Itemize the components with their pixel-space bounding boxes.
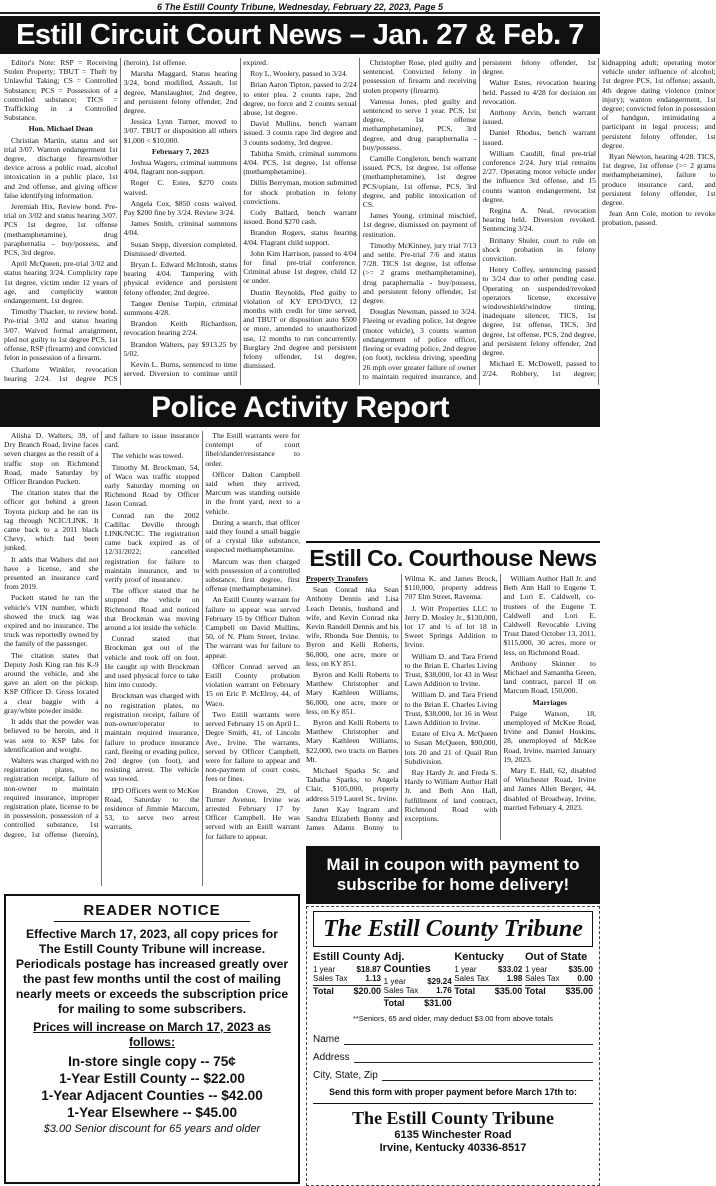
rate-table (313, 951, 593, 1008)
paragraph: Joshua Wagers, criminal summons 4/04, flagrant non-support. (123, 158, 238, 177)
paragraph: Officer Dalton Campbell said when they arrived, Marcum was standing outside in the front yard, next to a vehicle. (205, 469, 300, 516)
paragraph: Walters was charged with no registration plates, no registration receipt, failure of non-owner to maintain required insurance, improper registration plate, license to be in possession, possession of a controlled substance, 1st degree, 1st offense (heroin), and failure to issue insurance card. (4, 431, 200, 839)
subheading: Marriages (532, 697, 567, 707)
paragraph: Janet Kay Ingram and Sandra Elizabeth Bonny and James Adams Bonny to Wilma K. and James Brock, $110,000, property address 707 Elm Street, Ravenna. (306, 574, 498, 833)
subheading: Hon. Michael Dean (28, 124, 93, 134)
year-label: 1 year (313, 965, 336, 974)
paragraph: Regina A. Neal, revocation hearing held. Diversion revoked. Sentencing 3/24. (482, 206, 596, 234)
tax-label: Sales Tax (454, 974, 489, 983)
police-report-article (4, 431, 300, 886)
paragraph: Estate of Elva A. McQueen to Susan McQueen, $90,000, lots 20 and 21 of Quail Run Subdivision. (404, 729, 498, 766)
total-value: $35.00 (565, 986, 593, 996)
city-field[interactable] (313, 1063, 593, 1081)
address-label: Address (313, 1052, 350, 1063)
paragraph: Susan Stepp, diversion completed. Dismissed/ diverted. (123, 239, 238, 258)
paragraph: Dustin Reynolds, Pled guilty to violation of KY EPO/DVO, 12 months with credit for time served, and TBUT or disposition auto $500 or more, amended to unauthorized use, 12 months to run concurrently. Burglary 2nd degree and persistent felony offender, 1st degree, dismissed. (243, 287, 357, 371)
reader-notice-title: READER NOTICE (54, 902, 250, 922)
paragraph: Timothy M. Brockman, 54, of Waco was traffic stopped early Saturday morning on Richmond Road by Officer Jason Conrad. (104, 462, 200, 509)
paragraph: Officer Conrad served an Estill County probation violation warrant on February 15 on Eric P. McElroy, 44, of Waco. (205, 661, 300, 708)
paragraph: Ray Hardy Jr. and Freda S. Hardy to William Author Hall Jr. and Beth Ann Hall, fulfillment of land contract, Richmond Road with exceptions. (404, 768, 498, 824)
paragraph: Brittany Shuler, court to rule on shock probation in felony conviction. (482, 235, 596, 264)
total-value: $35.00 (494, 986, 523, 996)
reader-notice-body: Effective March 17, 2023, all copy prices for The Estill County Tribune will increase. Periodicals postage has increased greatly over the past few months until the cost of mailing nearly meets or exceeds the subscription price for mailing to some subscribers. (15, 927, 289, 1016)
paragraph: Michael E. McDowell, passed to 2/24. Robbery, 1st degree; kidnapping adult; operating motor vehicle under influence of alcohol; 1st degree PCS, 1st offense; assault, 4th degree dating violence (minor injury); wanton endangerment, 1st degree; convicted felon in possession of handgun, intimidating a participant in legal process; and persistent felony offender, 1st degree. (482, 58, 716, 378)
tax-label: Sales Tax (524, 974, 560, 983)
paragraph: William D. and Tara Friend to the Brian E. Charles Living Trust, $38,000, lot 43 in West Lawn Addition to Irvine. (404, 651, 498, 689)
year-price: $18.87 (356, 965, 381, 974)
paragraph: Puckett stated he ran the vehicle's VIN number, which showed the truck tag was expired and no insurance. The truck was reportedly owned by the family of the passenger. (4, 593, 99, 649)
subscribe-banner: Mail in coupon with payment to subscribe for home delivery! (306, 846, 600, 904)
paragraph: Angela Cox, $850 costs waived. Pay $200 fine by 3/24. Review 3/24. (123, 198, 238, 218)
paragraph: Michael Sparks Sr. and Tabatha Sparks, to Angela Clair, $105,000, property address 519 Laurel St., Irvine. (306, 766, 399, 803)
paragraph: Timothy McKinney, jury trial 7/13 and settle. Pre-trial 7/6 and status 7/28. TICS 1st degree, 1st offense (>= 2 grams methamphetamine), drug paraphernalia - buy/possess, and persistent felony offender, 1st degree. (362, 240, 477, 306)
send-instructions: Send this form with proper payment before March 17th to: (328, 1087, 578, 1097)
paragraph: Ryan Newton, hearing 4/28. TICS, 1st degree, 1st offense (>= 2 grams methamphetamine), failure to produce insurance card, and persistent felony offender, 1st degree. (601, 152, 716, 208)
paragraph: Jean Ann Cole, motion to revoke probation, passed. (601, 209, 716, 228)
name-line[interactable] (344, 1033, 593, 1045)
paragraph: Vanessa Jones, pled guilty and sentenced to serve 1 year. PCS, 1st degree, 1st offense methamphetamine), PCS, 3rd degree, and drug paraphernalia - buy/possess. (362, 96, 477, 152)
paragraph: Alisha D. Walters, 39, of Dry Branch Road, Irvine faces seven charges as the result of a traffic stop on Richmond Road, made Saturday by Officer Brandon Puckett. (4, 431, 99, 487)
paragraph: Conrad ran the 2002 Cadillac Deville through LINK/NCIC. The registration came back expired as of 12/31/2022; cancelled registration for failure to maintain insurance, and to verify proof of insurance. (104, 510, 200, 585)
paragraph: Timothy Thacker, to review bond. Pre-trial 3/02 and status hearing 3/07. Waived formal arraignment, pled not guilty to 1st degree PCS, 1st offense, RSP (firearm) and convicted felon in possession of a firearm. (4, 307, 118, 363)
mailing-address (313, 1103, 593, 1155)
paragraph: Brian Aaron Tipton, passed to 2/24 to enter plea. 2 counts rape, 2nd degree, no force and 2 counts sexual abuse, 1st degree. (243, 80, 357, 118)
rate-adjacent (384, 951, 452, 1008)
paragraph: Camille Congleton, bench warrant issued. PCS, 1st degree, 1st offense (methamphetamine), 1st degree PCS/opiate, 1st offense, PCS, 3rd degree, and public intoxication of CS. (362, 154, 477, 210)
paragraph: David Mullins, bench warrant issued. 3 counts rape 3rd degree and 3 counts sodomy, 3rd degree. (243, 119, 357, 147)
paragraph: April McQueen, pre-trial 3/02 and status hearing 3/24. Complicity rape 1st degree, victim under 12 years of age, and complicity wanton endangerment, 1st degree. (4, 259, 118, 306)
paragraph: IPD Officers went to McKee Road, Saturday to the residence of Jimmie Marcum, 53, to serve two arrest warrants. (104, 785, 200, 832)
price-elsewhere: 1-Year Elsewhere -- $45.00 (66, 1105, 238, 1120)
paragraph: Jeremiah Hix, Review bond. Pre-trial on 3/02 and status hearing 3/07. PCS 1st degree, 1st offense (methamphetamine), drug paraphernalia - buy/possess, and PCS, 3rd degree. (4, 202, 118, 258)
paragraph: William Author Hall Jr. and Beth Ann Hall to Eugene T. and Lori E. Caldwell, co-trustees of the Eugene T. Caldwell and Lori E. Caldwell Revocable Living Trust Dated October 13, 2011, $115,000, 30 acres, more or less, on Richmond Road. (503, 574, 596, 657)
paragraph: It adds that Walters did not have a license, and she presented an insurance card from 2019. (4, 554, 99, 592)
total-label: Total (454, 986, 476, 996)
rate-estill (313, 951, 381, 1008)
tax-value: 1.76 (436, 986, 452, 995)
paragraph: J. Witt Properties LLC to Jerry D. Mosley Jr., $130,000, lot 17 and ½ of lot 18 in Sweet Springs Addition to Irvine. (404, 603, 498, 650)
paragraph: Anthony Skinner to Michael and Samantha Green, land contract, parcel II on Marcum Road, 150,000. (503, 658, 596, 696)
paragraph: During a search, that officer said they found a small baggie of a crystal like substance, suspected methamphetamine. (205, 517, 300, 555)
senior-discount: $3.00 Senior discount for 65 years and older (43, 1123, 261, 1135)
name-label: Name (313, 1034, 340, 1045)
total-label: Total (524, 986, 546, 996)
paragraph: James Young, criminal mischief, 1st degree, dismissed on payment of restitution. (362, 211, 477, 239)
year-price: $35.00 (568, 965, 593, 974)
tax-value: 1.98 (506, 974, 523, 983)
paragraph: Roy L. Woolery, passed to 3/24. (250, 69, 348, 79)
paragraph: Paige Watson, 18, unemployed of McKee Road, Irvine and Daniel Hoskins, 28, unemployed of McKee Road, Irvine, married January 19, 2023. (503, 708, 596, 764)
paragraph: The vehicle was towed. (111, 451, 184, 461)
reader-notice-box (4, 894, 300, 1184)
paragraph: Brandon Walters, pay $913.25 by 5/02. (123, 339, 238, 358)
police-report-banner: Police Activity Report (0, 389, 600, 427)
address-line-1: 6135 Winchester Road (394, 1129, 512, 1141)
address-line-2: Irvine, Kentucky 40336-8517 (379, 1142, 527, 1154)
paragraph: Tabitha Smith, criminal summons 4/04. PCS, 1st degree, 1st offense (methamphetamine). (243, 148, 357, 177)
paragraph: William D. and Tara Friend to the Brian E. Charles Living Trust, $38,000, lot 16 in West Lawn Addition to Irvine. (404, 690, 498, 728)
address-name: The Estill County Tribune (352, 1108, 554, 1128)
paragraph: Byron and Kelli Roberts to Matthew Christopher and Mary Kathleen Williams, $22,000, two tracts on Barnes Mt. (306, 718, 399, 764)
tax-value: 0.00 (577, 974, 593, 983)
courthouse-news-banner: Estill Co. Courthouse News (306, 541, 600, 571)
year-price: $33.02 (497, 965, 523, 974)
paragraph: John Kim Harrison, passed to 4/04 for final pre-trial conference. Criminal abuse 1st degree, child 12 or under. (243, 248, 357, 286)
total-label: Total (383, 998, 405, 1008)
court-news-banner: Estill Circuit Court News – Jan. 27 & Feb. 7 (0, 16, 600, 54)
paragraph: Christopher Rose, pled guilty and sentenced. Convicted felony in possession of firearm and receiving stolen property (firearm). (362, 58, 477, 95)
paragraph: The citation states that Deputy Josh King ran his K-9 around the vehicle, and she gave an alert on the pickup. KSP Officer D. Gross located a clear baggie with a gray/white powder inside. (4, 650, 99, 715)
paragraph: Mary E. Hall, 62, disabled of Winchester Road, Irvine and James Allen Berger, 44, disabled of Broadway, Irvine, married February 4, 2023. (503, 766, 596, 812)
paragraph: Marcum was then charged with possession of a controlled substance, first degree, first offense (methamphetamine). (205, 556, 300, 594)
paragraph: Dillis Berryman, motion submitted for shock probation in felony convictions. (243, 178, 357, 206)
paragraph: Charlotte Winkler, revocation hearing 2/24. 1st degree PCS (heroin), 1st offense. (4, 58, 187, 383)
paragraph: Brandon Crowe, 29, of Turner Avenue, Irvine was arrested February 17 by Officer Campbell. He was served with an Estill warrant for failure to appear. (205, 785, 300, 841)
price-single-copy: In-store single copy -- 75¢ (68, 1054, 236, 1069)
paragraph: Christian Martin, status and set trial 3/07. Wanton endangerment 1st degree, discharge firearm/other device across a public road, alcohol intoxication in a public place, 1st and 2nd offense, and giving officer false identifying information. (4, 135, 118, 200)
paragraph: Anthony Arvin, bench warrant issued. (482, 108, 596, 127)
paragraph: Conrad stated that Brockman got out of the vehicle and took off on foot. He caught up with Brockman and used physical force to take him into custody. (104, 634, 200, 690)
paragraph: Henry Coffey, sentencing passed to 3/24 due to other pending case. Operating on suspended/revoked operators license, excessive windowshield/window tinting, inadequate silencer, TICS, 1st degree, 1st offense, TICS, 3rd degree, 1st offense, PCS, 2nd degree, and persistent felony offender, 2nd degree. (482, 265, 596, 358)
paragraph: Daniel Rhodus, bench warrant issued. (482, 128, 596, 147)
paragraph: Byron and Kelli Roberts to Matthew Christopher and Mary Kathleen Williams, $6,000, one acre, more or less, on Ky 851. (306, 670, 399, 716)
total-label: Total (313, 986, 334, 996)
paragraph: The officer stated that he stopped the vehicle on Richmond Road and noticed that Brockman was moving around a lot inside the vehicle. (104, 586, 200, 633)
paragraph: Property Transfers (306, 574, 368, 583)
paragraph: Walter Estes, revocation hearing held. Passed to 4/28 for decision on revocation. (482, 78, 596, 106)
total-value: $31.00 (424, 998, 452, 1008)
paragraph: The Estill warrants were for contempt of court libel/slander/resistance to order. (205, 431, 300, 468)
address-field[interactable] (313, 1045, 593, 1063)
paragraph: James Smith, criminal summons 4/04. (123, 219, 238, 238)
paragraph: Brockman was charged with no registration plates, no registration receipt, failure of non-owner/operator to maintain required insurance, failure to produce insurance card, fleeing or evading police, 2nd degree (on foot), and resisting arrest. The vehicle was towed. (104, 691, 200, 784)
paragraph: Sean Conrad nka Sean Anthony Dennis and Lisa Leach Dennis, husband and wife, and Kevin Conrad nka Kevin Randell Dennis and his wife, Rhonda Sue Dennis, to Byron and Kelli Roberts, $6,000, one acre, more or less, on KY 851. (306, 585, 399, 668)
tax-label: Sales Tax (383, 986, 419, 995)
paragraph: Editor's Note: RSP = Receiving Stolen Property; TBUT = Theft by Unlawful Taking; CS = Controlled Substance; PCS = Possession of a controlled substance; TICS = Trafficking in a Controlled Substance. (4, 58, 118, 123)
paragraph: Jessica Lynn Turner, moved to 3/07. TBUT or disposition all others $1,000 < $10,000. (123, 117, 238, 145)
year-label: 1 year (383, 977, 406, 986)
price-estill: 1-Year Estill County -- $22.00 (59, 1071, 245, 1086)
subscription-coupon[interactable] (306, 906, 600, 1186)
paragraph: Bryan L. Edward McIntosh, status hearing 4/04. Tampering with physical evidence and persistent felony offender, 2nd degree. (123, 260, 238, 297)
courthouse-news-article (306, 574, 596, 840)
rate-name: Estill County (313, 951, 381, 963)
paragraph: An Estill County warrant for failure to appear was served February 15 by Officer Dalton Campbell on David Mullins, 50, of N. Plum Street, Irvine. The warrant was for failure to appear. (205, 595, 300, 660)
rate-kentucky (454, 951, 522, 1008)
reader-notice-underline: Prices will increase on March 17, 2023 as follows: (33, 1020, 271, 1049)
year-price: $29.24 (427, 977, 452, 986)
paragraph: William Caudill, final pre-trial conference 2/24. Jury trial remains 2/27. Operating motor vehicle under the influence 3rd offense, and 15 counts wanton endangerment, 1st degree. (482, 148, 596, 204)
page-header: 6 The Estill County Tribune, Wednesday, February 22, 2023, Page 5 (0, 0, 600, 14)
name-field[interactable] (313, 1027, 593, 1045)
price-adjacent: 1-Year Adjacent Counties -- $42.00 (41, 1088, 263, 1103)
year-label: 1 year (524, 965, 548, 974)
paragraph: The citation states that the officer got behind a green Toyota pickup and he ran its tag through NCIC/LINK. It came back to a 2011 black Chevy, which had been junked. (4, 488, 99, 553)
year-label: 1 year (454, 965, 477, 974)
paragraph: Two Estill warrants were served February 15 on April L. Degre Smith, 41, of Lincoln Ave., Irvine. The warrants, served by Officer Campbell, were for failure to appear and non-payment of court costs, fees or fines. (205, 709, 300, 784)
paragraph: Kevin L. Burns, sentenced to time served. Diversion to continue until expired. (123, 58, 268, 379)
coupon-masthead: The Estill County Tribune (313, 911, 593, 947)
rate-name: Out of State (524, 951, 588, 963)
rate-name: Kentucky (454, 951, 504, 963)
court-news-article (4, 58, 716, 385)
paragraph: Roger C. Estes, $270 costs waived. (123, 178, 238, 197)
city-line[interactable] (382, 1069, 593, 1081)
rate-name: Adj. Counties (383, 951, 431, 975)
paragraph: Cody Ballard, bench warrant issued. Bond $270 cash. (243, 208, 357, 227)
paragraph: Marsha Maggard, Status hearing 3/24, bond modified, Assault, 1st degree, Manslaughter, 2nd degree, and persistent felony offender, 2nd degree. (123, 69, 238, 116)
senior-note: **Seniors, 65 and older, may deduct $3.00 from above totals (352, 1014, 554, 1023)
total-value: $20.00 (353, 986, 381, 996)
paragraph: Douglas Newman, passed to 3/24. Fleeing or evading police, 1st degree (motor vehicle), 3 counts wanton endangerment of police officer, fleeing or evading police, 2nd degree (on foot), reckless driving, speeding 26 mph over greater failure of owner to maintain required insurance, and persistent felony offender, 1st degree. (362, 58, 596, 381)
rate-out-of-state (525, 951, 593, 1008)
paragraph: Tangee Denise Turpin, criminal summons 4/28. (123, 298, 238, 318)
paragraph: Brandon Keith Richardson, revocation hearing 2/24. (123, 319, 238, 338)
tax-label: Sales Tax (313, 974, 348, 983)
paragraph: It adds that the powder was believed to be heroin, and it was sent to KSP labs for identification and weight. (4, 717, 99, 754)
tax-value: 1.13 (365, 974, 381, 983)
address-line[interactable] (354, 1051, 593, 1063)
city-label: City, State, Zip (313, 1070, 378, 1081)
subheading: February 7, 2023 (151, 146, 209, 156)
paragraph: Brandon Rogers, status hearing 4/04. Flagrant child support. (243, 228, 357, 247)
